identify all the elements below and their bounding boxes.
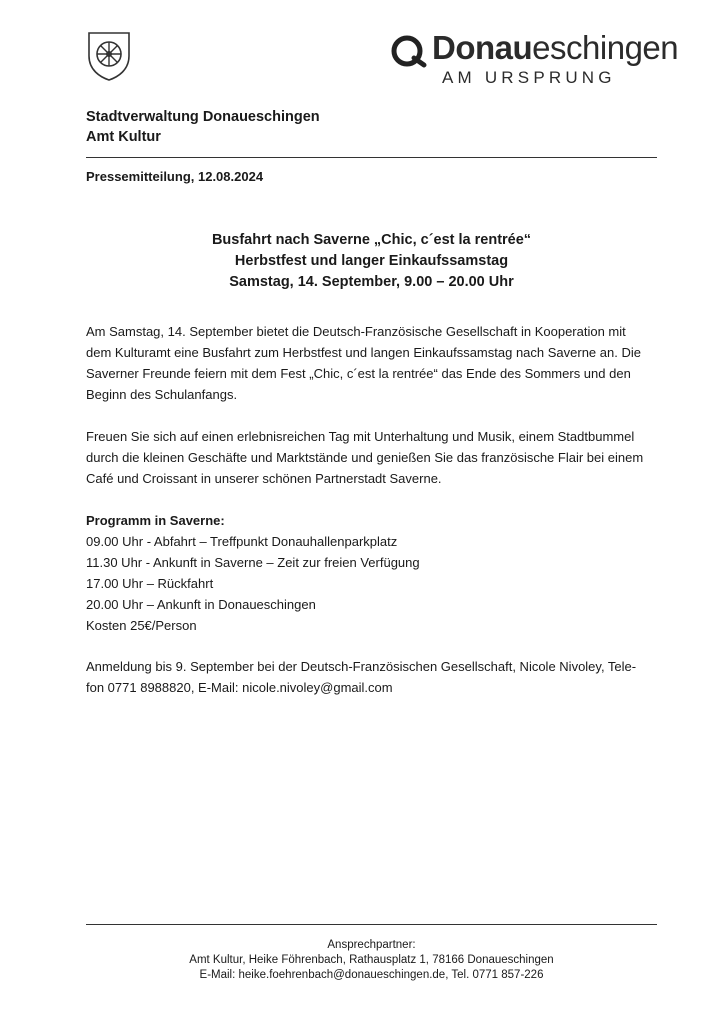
logo-brand-light: eschingen [532,29,679,66]
program-item: 17.00 Uhr – Rückfahrt [86,576,214,591]
headline-line-2: Herbstfest und langer Einkaufssamstag [234,253,509,269]
program-section [86,510,666,636]
org-name: Stadtverwaltung Donaueschingen [86,109,320,125]
text-line: fon 0771 8988820, E-Mail: nicole.nivoley@gmail.com [86,680,393,695]
organisation-block [86,107,320,147]
header-divider [86,157,657,158]
program-item: Kosten 25€/Person [86,618,197,633]
contact-footer [86,938,657,983]
headline [86,230,657,293]
footer-address: Amt Kultur, Heike Föhrenbach, Rathausplatz 1, 78166 Donaueschingen [189,954,554,966]
paragraph-intro [86,321,666,405]
registration-info [86,656,666,698]
text-line: Beginn des Schulanfangs. [86,387,238,402]
logo-brand-bold: Donau [432,29,533,66]
headline-line-3: Samstag, 14. September, 9.00 – 20.00 Uhr [229,274,514,290]
program-item: 11.30 Uhr - Ankunft in Saverne – Zeit zur freien Verfügung [86,555,420,570]
text-line: Am Samstag, 14. September bietet die Deutsch-Französische Gesellschaft in Kooperation mit [86,324,626,339]
footer-heading: Ansprechpartner: [327,939,416,951]
org-department: Amt Kultur [86,129,161,145]
program-item: 20.00 Uhr – Ankunft in Donaueschingen [86,597,316,612]
footer-contact: E-Mail: heike.foehrenbach@donaueschingen.de, Tel. 0771 857-226 [199,969,544,981]
text-line: Saverner Freunde feiern mit dem Fest „Chic, c´est la rentrée“ das Ende des Sommers und den [86,366,631,381]
program-title: Programm in Saverne: [86,513,225,528]
logo-tagline: AM URSPRUNG [442,68,616,87]
text-line: dem Kulturamt eine Busfahrt zum Herbstfest und langen Einkaufssamstag nach Saverne an. Die [86,345,641,360]
ring-logo-icon [390,34,428,68]
program-item: 09.00 Uhr - Abfahrt – Treffpunkt Donauhallenparkplatz [86,534,398,549]
headline-line-1: Busfahrt nach Saverne „Chic, c´est la rentrée“ [211,232,532,248]
logo-wordmark [432,30,678,66]
footer-divider [86,924,657,925]
text-line: Anmeldung bis 9. September bei der Deutsch-Französischen Gesellschaft, Nicole Nivoley, Tele- [86,659,637,674]
text-line: Café und Croissant in unserer schönen Partnerstadt Saverne. [86,471,442,486]
donaueschingen-logo [390,26,679,90]
city-crest-logo [86,30,132,82]
text-line: durch die kleinen Geschäfte und Marktstände und genießen Sie das französische Flair bei einem [86,450,644,465]
press-release-date: Pressemitteilung, 12.08.2024 [86,169,264,184]
text-line: Freuen Sie sich auf einen erlebnisreichen Tag mit Unterhaltung und Musik, einem Stadtbummel [86,429,635,444]
paragraph-details [86,426,666,489]
